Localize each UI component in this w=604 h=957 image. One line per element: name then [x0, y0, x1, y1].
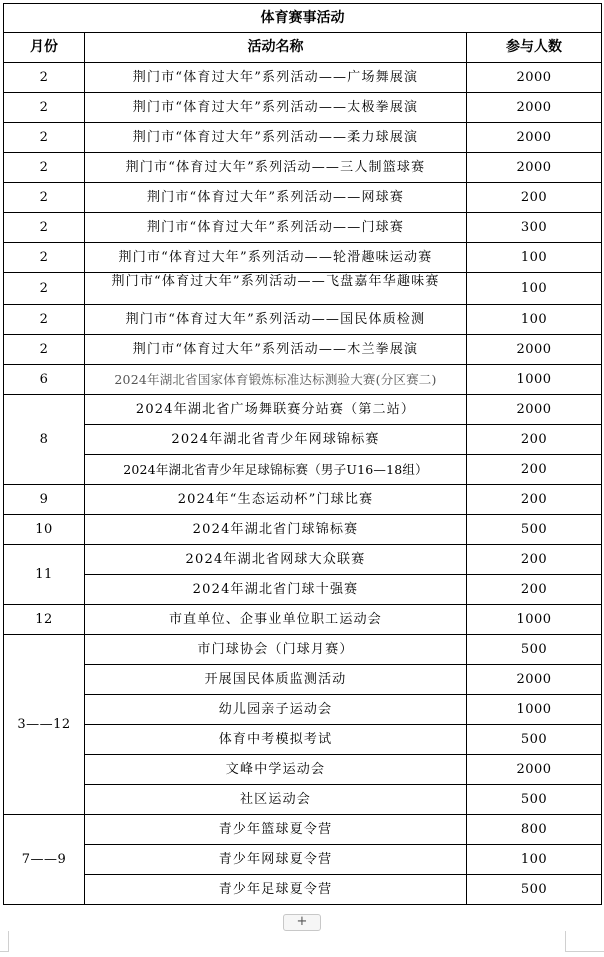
- table-row: [4, 515, 602, 545]
- activity-name-cell[interactable]: 市直单位、企事业单位职工运动会: [85, 605, 467, 635]
- table-row: [4, 243, 602, 273]
- month-cell-8[interactable]: 8: [4, 395, 85, 485]
- table-row: [4, 335, 602, 365]
- participants-cell[interactable]: 200: [467, 183, 602, 213]
- month-cell[interactable]: 2: [4, 305, 85, 335]
- participants-cell[interactable]: 100: [467, 243, 602, 273]
- participants-cell[interactable]: 800: [467, 815, 602, 845]
- page-corner-left: [0, 931, 9, 952]
- activity-name-cell[interactable]: 荆门市“体育过大年”系列活动——门球赛: [85, 213, 467, 243]
- month-cell[interactable]: 6: [4, 365, 85, 395]
- table-row: [4, 485, 602, 515]
- participants-cell[interactable]: 1000: [467, 365, 602, 395]
- month-cell[interactable]: 2: [4, 335, 85, 365]
- header-participants[interactable]: 参与人数: [467, 33, 602, 63]
- month-cell-11[interactable]: 11: [4, 545, 85, 605]
- activity-name-cell[interactable]: [85, 273, 467, 305]
- table-row: [4, 755, 602, 785]
- participants-cell[interactable]: 2000: [467, 63, 602, 93]
- table-row: [4, 63, 602, 93]
- activity-name-cell[interactable]: 2024年湖北省门球锦标赛: [85, 515, 467, 545]
- header-month[interactable]: 月份: [4, 33, 85, 63]
- activity-name-cell[interactable]: 2024年湖北省青少年足球锦标赛（男子U16—18组）: [85, 455, 467, 485]
- participants-cell[interactable]: 2000: [467, 93, 602, 123]
- table-row: [4, 875, 602, 905]
- participants-cell[interactable]: 2000: [467, 395, 602, 425]
- table-row: [4, 123, 602, 153]
- participants-cell[interactable]: 200: [467, 485, 602, 515]
- month-cell[interactable]: 2: [4, 123, 85, 153]
- participants-cell[interactable]: 300: [467, 213, 602, 243]
- table-row: [4, 635, 602, 665]
- activity-name-cell[interactable]: 荆门市“体育过大年”系列活动——广场舞展演: [85, 63, 467, 93]
- month-cell[interactable]: 2: [4, 93, 85, 123]
- table-title[interactable]: 体育赛事活动: [4, 4, 602, 33]
- table-row: [4, 213, 602, 243]
- month-cell[interactable]: 2: [4, 243, 85, 273]
- header-activity-name[interactable]: 活动名称: [85, 33, 467, 63]
- table-row: [4, 425, 602, 455]
- participants-cell[interactable]: 200: [467, 455, 602, 485]
- activity-name-cell[interactable]: 开展国民体质监测活动: [85, 665, 467, 695]
- participants-cell[interactable]: 500: [467, 725, 602, 755]
- table-row: [4, 725, 602, 755]
- activity-name-cell[interactable]: 荆门市“体育过大年”系列活动——三人制篮球赛: [85, 153, 467, 183]
- month-cell[interactable]: 2: [4, 63, 85, 93]
- activity-name-cell[interactable]: 青少年网球夏令营: [85, 845, 467, 875]
- table-row: [4, 365, 602, 395]
- activity-name-cell[interactable]: 2024年湖北省广场舞联赛分站赛（第二站）: [85, 395, 467, 425]
- table-row: [4, 575, 602, 605]
- month-cell-3-12[interactable]: 3——12: [4, 635, 85, 815]
- table-row: [4, 815, 602, 845]
- activity-name-cell[interactable]: 荆门市“体育过大年”系列活动——轮滑趣味运动赛: [85, 243, 467, 273]
- activity-name-cell[interactable]: 荆门市“体育过大年”系列活动——木兰拳展演: [85, 335, 467, 365]
- activity-name-cell[interactable]: 荆门市“体育过大年”系列活动——太极拳展演: [85, 93, 467, 123]
- table-row: [4, 845, 602, 875]
- activity-name-cell[interactable]: 荆门市“体育过大年”系列活动——柔力球展演: [85, 123, 467, 153]
- activity-name-cell[interactable]: 荆门市“体育过大年”系列活动——网球赛: [85, 183, 467, 213]
- participants-cell[interactable]: 500: [467, 515, 602, 545]
- month-cell[interactable]: 2: [4, 213, 85, 243]
- table-row: [4, 785, 602, 815]
- table-row: [4, 545, 602, 575]
- activity-name-cell[interactable]: 社区运动会: [85, 785, 467, 815]
- table-row: [4, 183, 602, 213]
- table-row: [4, 273, 602, 305]
- add-row-button[interactable]: +: [283, 914, 321, 931]
- participants-cell[interactable]: 2000: [467, 123, 602, 153]
- participants-cell[interactable]: 100: [467, 273, 602, 305]
- activity-name-text: 荆门市“体育过大年”系列活动——飞盘嘉年华趣味赛: [111, 274, 440, 289]
- participants-cell[interactable]: 200: [467, 545, 602, 575]
- activity-name-cell[interactable]: 青少年足球夏令营: [85, 875, 467, 905]
- participants-cell[interactable]: 2000: [467, 153, 602, 183]
- activity-name-cell[interactable]: 2024年湖北省青少年网球锦标赛: [85, 425, 467, 455]
- month-cell[interactable]: 2: [4, 153, 85, 183]
- month-cell[interactable]: 2: [4, 183, 85, 213]
- month-cell-12[interactable]: 12: [4, 605, 85, 635]
- participants-cell[interactable]: 500: [467, 635, 602, 665]
- participants-cell[interactable]: 2000: [467, 665, 602, 695]
- events-table: [3, 3, 602, 905]
- table-row: [4, 395, 602, 425]
- activity-name-cell[interactable]: 文峰中学运动会: [85, 755, 467, 785]
- month-cell[interactable]: 2: [4, 273, 85, 305]
- activity-name-cell[interactable]: 体育中考模拟考试: [85, 725, 467, 755]
- activity-name-cell[interactable]: 幼儿园亲子运动会: [85, 695, 467, 725]
- month-cell-9[interactable]: 9: [4, 485, 85, 515]
- table-row: [4, 455, 602, 485]
- participants-cell[interactable]: 1000: [467, 605, 602, 635]
- activity-name-cell[interactable]: 青少年篮球夏令营: [85, 815, 467, 845]
- month-cell-7-9[interactable]: 7——9: [4, 815, 85, 905]
- activity-name-cell[interactable]: 2024年湖北省国家体育锻炼标准达标测验大赛(分区赛二): [85, 365, 467, 395]
- activity-name-cell[interactable]: 2024年湖北省门球十强赛: [85, 575, 467, 605]
- participants-cell[interactable]: 2000: [467, 335, 602, 365]
- table-row: [4, 665, 602, 695]
- table-row: [4, 93, 602, 123]
- activity-name-cell[interactable]: 2024年湖北省网球大众联赛: [85, 545, 467, 575]
- participants-cell[interactable]: 500: [467, 785, 602, 815]
- month-cell-10[interactable]: 10: [4, 515, 85, 545]
- table-row: [4, 153, 602, 183]
- activity-name-cell[interactable]: 市门球协会（门球月赛）: [85, 635, 467, 665]
- participants-cell[interactable]: 100: [467, 845, 602, 875]
- activity-name-cell[interactable]: 2024年“生态运动杯”门球比赛: [85, 485, 467, 515]
- participants-cell[interactable]: 2000: [467, 755, 602, 785]
- table-row: [4, 695, 602, 725]
- participants-cell[interactable]: 200: [467, 575, 602, 605]
- participants-cell[interactable]: 1000: [467, 695, 602, 725]
- event-table-sheet: [3, 3, 601, 905]
- table-row: [4, 305, 602, 335]
- participants-cell[interactable]: 500: [467, 875, 602, 905]
- participants-cell[interactable]: 100: [467, 305, 602, 335]
- table-row: [4, 605, 602, 635]
- page-corner-right: [565, 931, 604, 952]
- participants-cell[interactable]: 200: [467, 425, 602, 455]
- activity-name-cell[interactable]: 荆门市“体育过大年”系列活动——国民体质检测: [85, 305, 467, 335]
